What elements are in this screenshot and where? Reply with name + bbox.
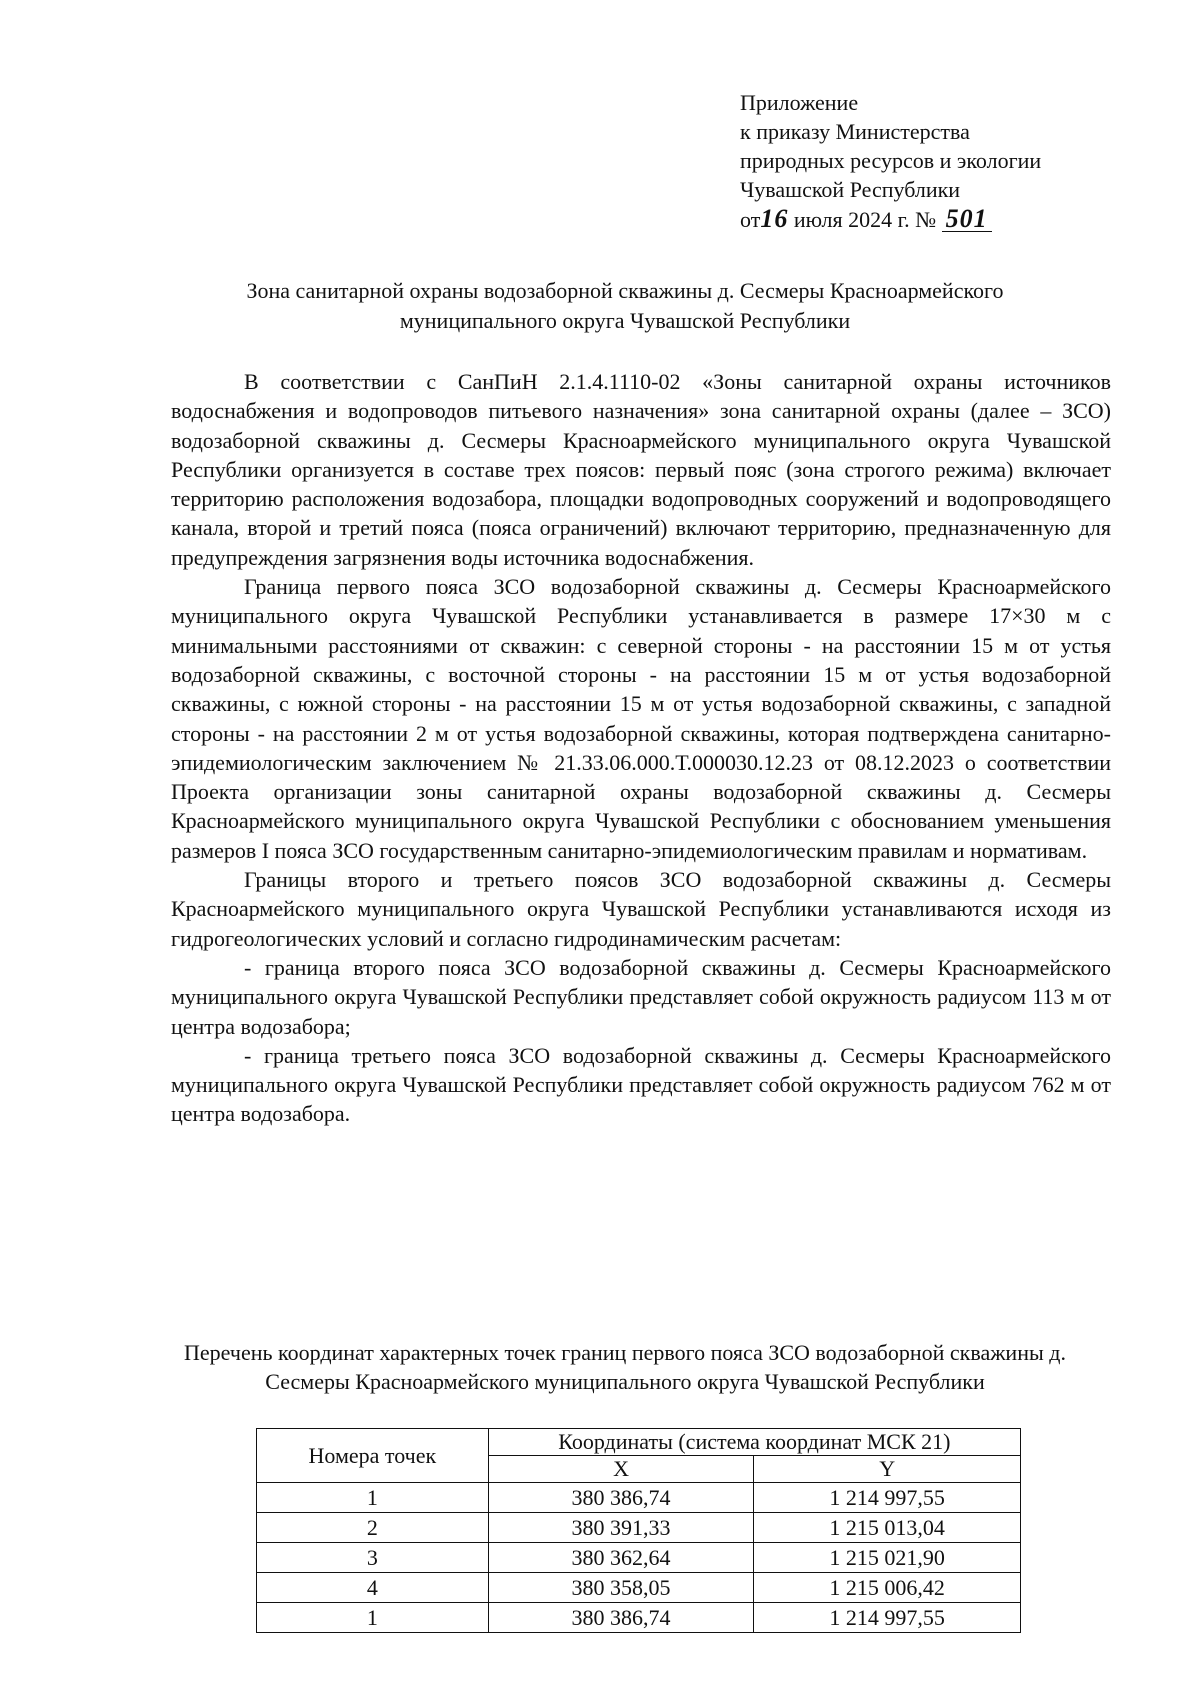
cell-x: 380 386,74 [488, 1603, 754, 1633]
cell-x: 380 386,74 [488, 1483, 754, 1513]
cell-y: 1 215 021,90 [754, 1543, 1021, 1573]
appendix-header [740, 88, 1041, 234]
cell-x: 380 391,33 [488, 1513, 754, 1543]
cell-point: 3 [257, 1543, 489, 1573]
paragraph: В соответствии с СанПиН 2.1.4.1110-02 «Зоны санитарной охраны источников водоснабжения и водопроводов питьевого назначения» зона санитарной охраны (далее – ЗСО) водозаборной скважины д. Сесмеры Красноармейского муниципального округа Чувашской Республики организуется в составе трех поясов: первый пояс (зона строгого режима) включает территорию расположения водозабора, площадки водопроводных сооружений и водопроводящего канала, второй и третий пояса (пояса ограничений) включают территорию, предназначенную для предупреждения загрязнения воды источника водоснабжения. [171, 369, 1111, 570]
date-middle: июля 2024 г. № [793, 207, 937, 232]
date-prefix: от [740, 207, 761, 232]
table-row [257, 1543, 1021, 1573]
handwritten-order-number: 501 [942, 207, 992, 232]
appendix-line: Приложение [740, 90, 859, 115]
table-row [257, 1483, 1021, 1513]
header-x: X [488, 1456, 754, 1483]
paragraph: Границы второго и третьего поясов ЗСО водозаборной скважины д. Сесмеры Красноармейского муниципального округа Чувашской Республики устанавливаются исходя из гидрогеологических условий и согласно гидродинамическим расчетам: [171, 867, 1111, 951]
appendix-line: к приказу Министерства [740, 119, 970, 144]
paragraph: - граница второго пояса ЗСО водозаборной скважины д. Сесмеры Красноармейского муниципального округа Чувашской Республики представляет собой окружность радиусом 113 м от центра водозабора; [171, 954, 1111, 1039]
table-row [257, 1603, 1021, 1633]
appendix-date-line [740, 204, 1041, 234]
cell-y: 1 215 006,42 [754, 1573, 1021, 1603]
appendix-line: Чувашской Республики [740, 177, 961, 202]
cell-point: 2 [257, 1513, 489, 1543]
paragraph: Граница первого пояса ЗСО водозаборной скважины д. Сесмеры Красноармейского муниципального округа Чувашской Республики устанавливается в размере 17×30 м с минимальными расстояниями от скважин: с северной стороны - на расстоянии 15 м от устья водозаборной скважины, с восточной стороны - на расстоянии 15 м от устья водозаборной скважины, с южной стороны - на расстоянии 15 м от устья водозаборной скважины, с западной стороны - на расстоянии 2 м от устья водозаборной скважины, которая подтверждена санитарно-эпидемиологическим заключением № 21.33.06.000.Т.000030.12.23 от 08.12.2023 о соответствии Проекта организации зоны санитарной охраны водозаборной скважины д. Сесмеры Красноармейского муниципального округа Чувашской Республики с обоснованием уменьшения размеров I пояса ЗСО государственным санитарно-эпидемиологическим правилам и нормативам. [171, 574, 1111, 863]
handwritten-date-day: 16 [760, 204, 789, 233]
cell-y: 1 215 013,04 [754, 1513, 1021, 1543]
cell-x: 380 362,64 [488, 1543, 754, 1573]
coordinates-table [256, 1428, 1021, 1633]
table-title: Перечень координат характерных точек границ первого пояса ЗСО водозаборной скважины д. Сесмеры Красноармейского муниципального округа Чувашской Республики [184, 1340, 1066, 1394]
paragraph: - граница третьего пояса ЗСО водозаборной скважины д. Сесмеры Красноармейского муниципального округа Чувашской Республики представляет собой окружность радиусом 762 м от центра водозабора. [171, 1042, 1111, 1127]
cell-point: 1 [257, 1483, 489, 1513]
table-row [257, 1573, 1021, 1603]
cell-y: 1 214 997,55 [754, 1603, 1021, 1633]
document-title: Зона санитарной охраны водозаборной скважины д. Сесмеры Красноармейского муниципального округа Чувашской Республики [246, 278, 1004, 333]
header-y: Y [754, 1456, 1021, 1483]
cell-x: 380 358,05 [488, 1573, 754, 1603]
header-coordinates: Координаты (система координат МСК 21) [488, 1429, 1020, 1456]
table-header-row [257, 1429, 1021, 1456]
header-points: Номера точек [257, 1429, 489, 1483]
cell-y: 1 214 997,55 [754, 1483, 1021, 1513]
table-row [257, 1513, 1021, 1543]
document-body [171, 367, 1111, 1129]
cell-point: 1 [257, 1603, 489, 1633]
appendix-line: природных ресурсов и экологии [740, 148, 1042, 173]
cell-point: 4 [257, 1573, 489, 1603]
